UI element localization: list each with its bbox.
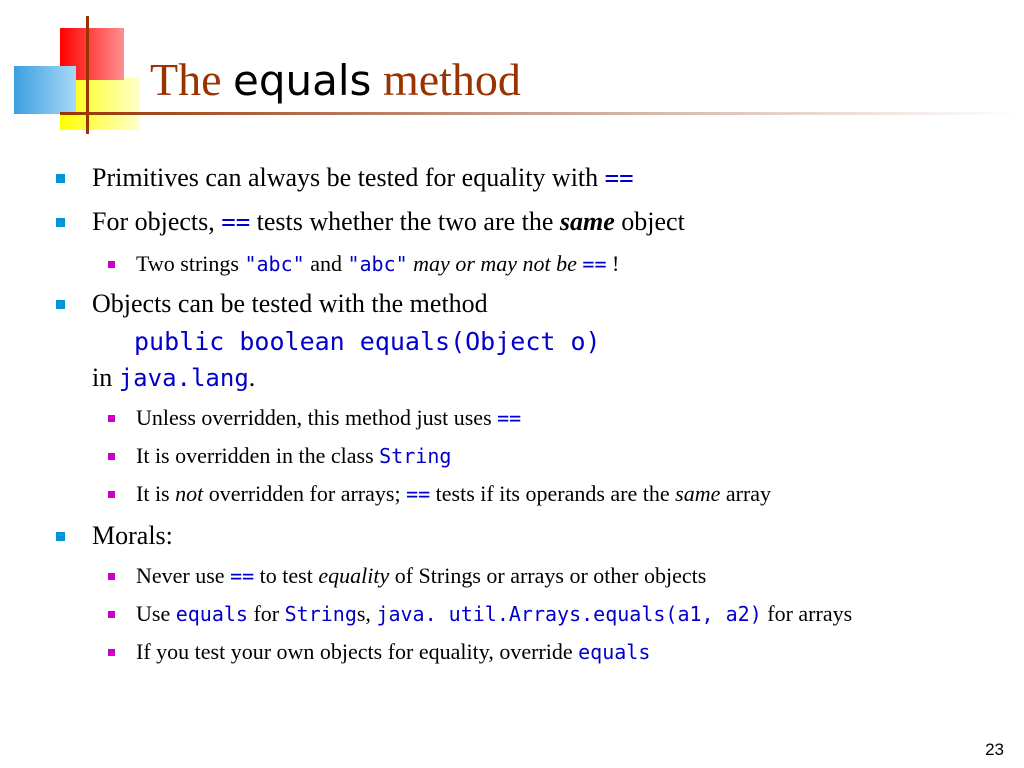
title-code: equals bbox=[233, 56, 372, 105]
subbullet-marker bbox=[108, 649, 115, 656]
subbullet-text: Two strings "abc" and "abc" may or may not be == ! bbox=[136, 251, 620, 276]
title-part2: method bbox=[382, 54, 521, 105]
page-number: 23 bbox=[985, 740, 1004, 759]
subbullet-marker bbox=[108, 491, 115, 498]
subbullet-text: Unless overridden, this method just uses == bbox=[136, 405, 522, 430]
subbullet-marker bbox=[108, 573, 115, 580]
subbullet-marker bbox=[108, 453, 115, 460]
bullet-text: Morals: bbox=[92, 521, 173, 550]
bullet-text: Objects can be tested with the method bbox=[92, 289, 488, 318]
subbullet-text: It is overridden in the class String bbox=[136, 443, 452, 468]
subbullet-marker bbox=[108, 261, 115, 268]
subbullet-text: Never use == to test equality of Strings or arrays or other objects bbox=[136, 563, 707, 588]
bullet-marker bbox=[56, 300, 65, 309]
subbullet-marker bbox=[108, 611, 115, 618]
subbullet-text: Use equals for Strings, java. util.Arrays.equals(a1, a2) for arrays bbox=[136, 601, 853, 626]
subbullet-marker bbox=[108, 415, 115, 422]
subbullet-text: It is not overridden for arrays; == tests if its operands are the same array bbox=[136, 481, 772, 506]
bullet-marker bbox=[56, 532, 65, 541]
subbullet-text: If you test your own objects for equality, override equals bbox=[136, 639, 651, 664]
bullet-text: Primitives can always be tested for equality with == bbox=[92, 163, 634, 192]
title-part1: The bbox=[150, 54, 222, 105]
slide-body: Primitives can always be tested for equality with == For objects, == tests whether the two are the same object Two strings "abc" and "abc" may or may not be == ! Objects can be tested with the method public boolean equals(Object o) in java.lang. Unless overridden, this method just uses == It is overridden in the class String It is not overridden for arrays; == tests if its operands are the same array Morals: Never use == to test equality of Strings or arrays or other objects Use equals for Strings, java. util.Arrays.equals(a1, a2) for arrays If you test your own objects for equality, override equals bbox=[0, 0, 1024, 768]
bullet-marker bbox=[56, 174, 65, 183]
bullet-text: For objects, == tests whether the two are the same object bbox=[92, 207, 685, 236]
bullet-marker bbox=[56, 218, 65, 227]
